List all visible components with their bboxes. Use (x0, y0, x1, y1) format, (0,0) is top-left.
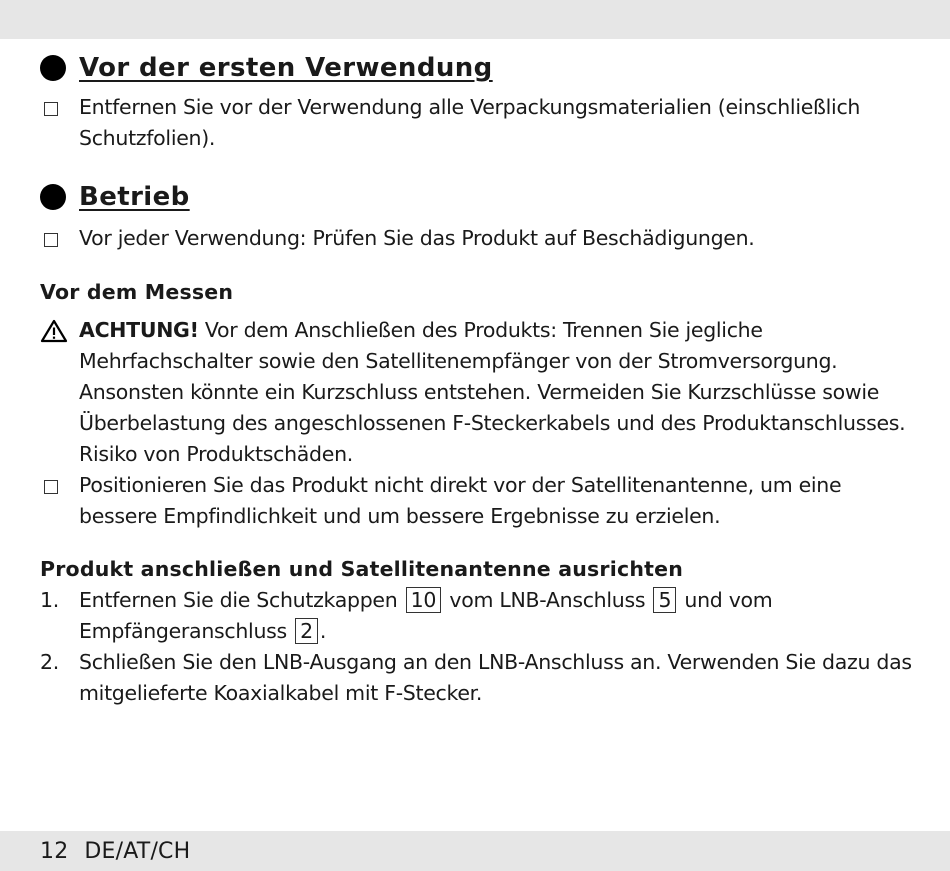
step-number: 2. (40, 650, 59, 674)
step-number: 1. (40, 588, 59, 612)
list-item-text: Positionieren Sie das Produkt nicht direkt vor der Satellitenantenne, um eine bessere Empfindlichkeit und um bessere Ergebnisse zu erzielen. (79, 473, 842, 528)
warning-block (40, 315, 920, 470)
reference-number-box: 10 (406, 587, 442, 613)
checkbox-square-icon (40, 92, 80, 125)
list-item (40, 470, 920, 532)
reference-number-box: 5 (653, 587, 676, 613)
list-item-text: Entfernen Sie vor der Verwendung alle Verpackungsmaterialien (einschließlich Schutzfolien). (79, 95, 861, 150)
step-text-part: vom LNB-Anschluss (443, 588, 652, 612)
bullet-dot-icon (40, 55, 66, 81)
warning-label: ACHTUNG! (79, 318, 199, 342)
locale-label: DE/AT/CH (84, 839, 191, 864)
step-text (79, 585, 920, 647)
page-footer (40, 838, 190, 866)
warning-triangle-icon (40, 319, 68, 343)
list-item (40, 223, 920, 254)
checkbox-square-icon (40, 470, 80, 503)
header-band (0, 0, 950, 39)
section-title: Vor der ersten Verwendung (79, 53, 493, 83)
bullet-dot-icon (40, 184, 66, 210)
page-number: 12 (40, 839, 69, 864)
checkbox-square-icon (40, 223, 80, 256)
section-heading-first-use (40, 53, 493, 83)
reference-number-box: 2 (295, 618, 318, 644)
numbered-step (40, 647, 920, 709)
section-title: Betrieb (79, 182, 190, 212)
section-heading-operation (40, 182, 190, 212)
subheading-before-measuring: Vor dem Messen (40, 280, 234, 304)
numbered-step (40, 585, 920, 647)
list-item-text: Vor jeder Verwendung: Prüfen Sie das Produkt auf Beschädigungen. (79, 226, 755, 250)
step-text-part: und vom Empfängeranschluss (79, 588, 773, 643)
subheading-connect-product: Produkt anschließen und Satellitenantenne ausrichten (40, 557, 684, 581)
step-text-part: Entfernen Sie die Schutzkappen (79, 588, 404, 612)
warning-body: Vor dem Anschließen des Produkts: Trennen Sie jegliche Mehrfachschalter sowie den Satellitenempfänger von der Stromversorgung. Ansonsten könnte ein Kurzschluss entstehen. Vermeiden Sie Kurzschlüsse sowie Überbelastung des angeschlossenen F-Steckerkabels und des Produktanschlusses. Risiko von Produktschäden. (79, 318, 906, 466)
step-text-part: . (319, 619, 327, 643)
warning-text (79, 315, 920, 470)
list-item (40, 92, 920, 154)
step-text: Schließen Sie den LNB-Ausgang an den LNB-Anschluss an. Verwenden Sie dazu das mitgelieferte Koaxialkabel mit F-Stecker. (79, 650, 912, 705)
